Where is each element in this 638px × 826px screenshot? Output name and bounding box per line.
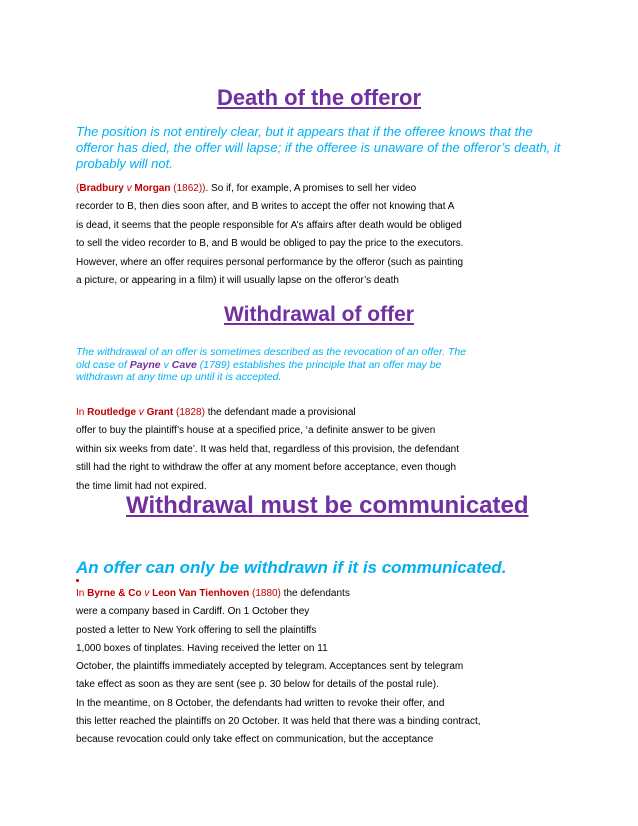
case-rest-text: . So if, for example, A promises to sell her video bbox=[205, 183, 417, 194]
case-line bbox=[76, 404, 576, 422]
body-line: posted a letter to New York offering to sell the plaintiffs bbox=[76, 624, 317, 636]
case-versus: v bbox=[138, 407, 144, 418]
heading-withdrawal-of-offer: Withdrawal of offer bbox=[224, 303, 414, 326]
intro-text-b: (1789) establishes the principle that an offer may be withdrawn at any time up until it is accepted. bbox=[76, 358, 442, 383]
body-line: take effect as soon as they are sent (see p. 30 below for details of the postal rule). bbox=[76, 679, 439, 691]
case-in: In bbox=[76, 407, 88, 418]
body-line: 1,000 boxes of tinplates. Having received the letter on 11 bbox=[76, 642, 328, 654]
intro-text-a: The withdrawal of an offer is sometimes described as the revocation of an offer. The old case of bbox=[76, 346, 467, 371]
case-versus: v bbox=[126, 183, 132, 194]
case-name-bradbury: Bradbury bbox=[79, 183, 124, 194]
case-rest-text: the defendants bbox=[280, 588, 350, 599]
intro-withdrawal-communicated: An offer can only be withdrawn if it is communicated. bbox=[76, 558, 507, 577]
intro-withdrawal-of-offer bbox=[76, 346, 476, 384]
case-year: (1862)) bbox=[173, 183, 206, 194]
case-year: (1828) bbox=[176, 407, 205, 418]
case-name-byrne: Byrne & Co bbox=[87, 588, 142, 599]
case-open-paren: ( bbox=[76, 183, 80, 194]
body-line: still had the right to withdraw the offer at any moment before acceptance, even though bbox=[76, 462, 457, 474]
body-line: were a company based in Cardiff. On 1 October they bbox=[76, 606, 310, 618]
body-line: a picture, or appearing in a film) it will usually lapse on the offeror’s death bbox=[76, 274, 399, 286]
body-line: to sell the video recorder to B, and B would be obliged to pay the price to the executors. bbox=[76, 238, 464, 250]
heading-withdrawal-must-be-communicated: Withdrawal must be communicated bbox=[126, 492, 529, 519]
body-line: is dead, it seems that the people responsible for A’s affairs after death would be obliged bbox=[76, 219, 462, 231]
case-versus: v bbox=[144, 588, 150, 599]
body-withdrawal-communicated bbox=[76, 585, 576, 750]
case-versus: v bbox=[160, 358, 172, 371]
body-line: In the meantime, on 8 October, the defendants had written to revoke their offer, and bbox=[76, 697, 445, 709]
body-line: offer to buy the plaintiff’s house at a specified price, ‘a definite answer to be given bbox=[76, 425, 436, 437]
body-death-of-offeror bbox=[76, 180, 576, 290]
body-line: because revocation could only take effect on communication, but the acceptance bbox=[76, 734, 434, 746]
case-in: In bbox=[76, 588, 88, 599]
body-line: However, where an offer requires personal performance by the offeror (such as painting bbox=[76, 256, 464, 268]
case-name-routledge: Routledge bbox=[87, 407, 137, 418]
case-name-payne: Payne bbox=[129, 358, 161, 371]
bullet-marker bbox=[76, 579, 79, 582]
body-line: within six weeks from date’. It was held that, regardless of this provision, the defendant bbox=[76, 443, 459, 455]
case-line bbox=[76, 585, 576, 603]
heading-death-of-offeror: Death of the offeror bbox=[216, 85, 422, 110]
case-year: (1880) bbox=[251, 588, 281, 599]
body-line: this letter reached the plaintiffs on 20 October. It was held that there was a binding contract, bbox=[76, 716, 481, 728]
case-name-grant: Grant bbox=[146, 407, 174, 418]
case-rest-text: the defendant made a provisional bbox=[204, 407, 356, 418]
body-withdrawal-of-offer bbox=[76, 404, 576, 496]
body-line: recorder to B, then dies soon after, and B writes to accept the offer not knowing that A bbox=[76, 201, 455, 213]
case-name-cave: Cave bbox=[171, 358, 197, 371]
intro-death-of-offeror: The position is not entirely clear, but it appears that if the offeree knows that the offeror has died, the offer will lapse; if the offeree is unaware of the offeror’s death, it probably will not. bbox=[76, 124, 561, 171]
body-line: the time limit had not expired. bbox=[76, 480, 207, 492]
case-line bbox=[76, 180, 576, 198]
case-name-morgan: Morgan bbox=[134, 183, 171, 194]
case-name-van-tienhoven: Leon Van Tienhoven bbox=[152, 588, 250, 599]
body-line: October, the plaintiffs immediately accepted by telegram. Acceptances sent by telegram bbox=[76, 661, 464, 673]
